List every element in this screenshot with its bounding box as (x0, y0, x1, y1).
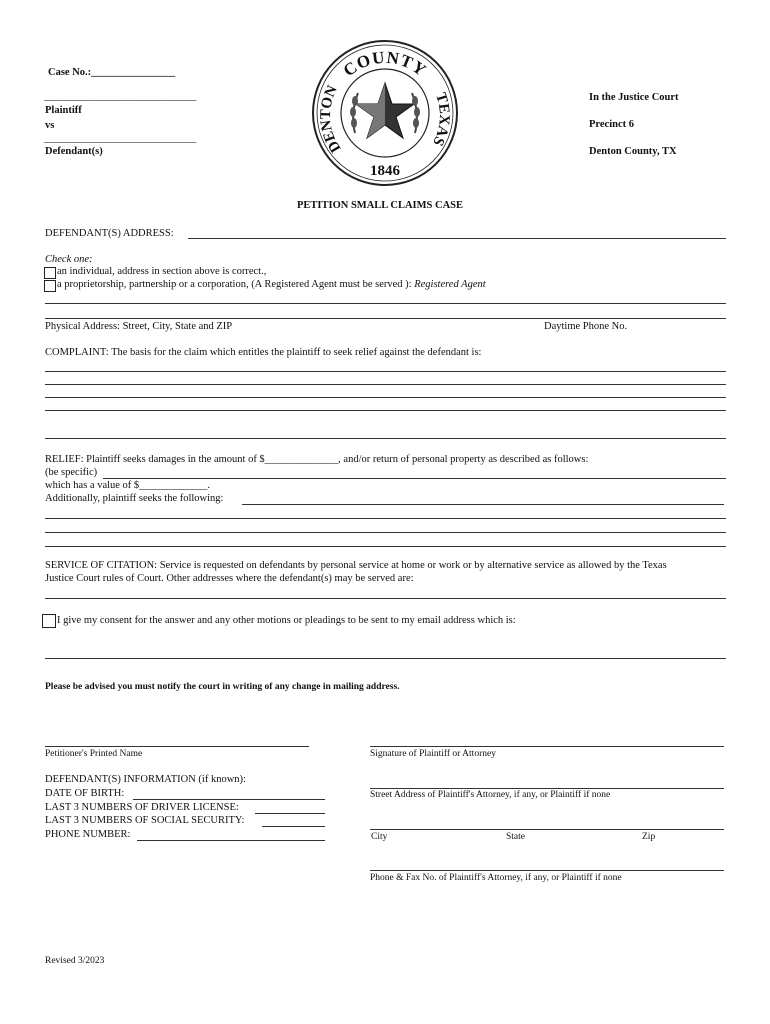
email-consent-label: I give my consent for the answer and any other motions or pleadings to be sent to my email address which is: (57, 615, 516, 626)
complaint-label: COMPLAINT: The basis for the claim which entitles the plaintiff to seek relief against the defendant is: (45, 347, 482, 358)
phone-fax-label: Phone & Fax No. of Plaintiff's Attorney, if any, or Plaintiff if none (370, 873, 622, 883)
zip-label: Zip (642, 832, 656, 842)
address-line-2[interactable] (45, 318, 726, 319)
complaint-line-4[interactable] (45, 410, 726, 411)
complaint-line-3[interactable] (45, 397, 726, 398)
ssn-field[interactable] (262, 826, 325, 827)
seal-right-text: TEXAS (429, 90, 453, 149)
complaint-line-5[interactable] (45, 438, 726, 439)
relief-specific-label: (be specific) (45, 467, 98, 478)
defendant-info-heading: DEFENDANT(S) INFORMATION (if known): (45, 774, 246, 785)
ssn-label: LAST 3 NUMBERS OF SOCIAL SECURITY: (45, 815, 245, 826)
relief-additional-label: Additionally, plaintiff seeks the following: (45, 493, 224, 504)
case-number-label: Case No.:________________ (48, 67, 176, 78)
daytime-phone-label: Daytime Phone No. (544, 321, 628, 332)
svg-text:DENTON (318, 83, 344, 155)
email-consent-checkbox[interactable] (42, 614, 56, 628)
relief-additional-field[interactable] (242, 504, 724, 505)
address-change-notice: Please be advised you must notify the court in writing of any change in mailing address. (45, 682, 400, 692)
printed-name-line[interactable] (45, 746, 309, 747)
city-state-zip-line[interactable] (370, 829, 724, 830)
dob-label: DATE OF BIRTH: (45, 788, 125, 799)
phone-fax-line[interactable] (370, 870, 724, 871)
business-option-label: a proprietorship, partnership or a corporation, (A Registered Agent must be served ): Registered Agent (57, 279, 486, 290)
state-label: State (506, 832, 525, 842)
email-address-line[interactable] (45, 658, 726, 659)
plaintiff-label: Plaintiff (45, 105, 82, 116)
individual-option-label: an individual, address in section above is correct., (57, 266, 267, 277)
printed-name-label: Petitioner's Printed Name (45, 749, 143, 759)
dob-field[interactable] (133, 799, 325, 800)
license-label: LAST 3 NUMBERS OF DRIVER LICENSE: (45, 802, 239, 813)
relief-line-2[interactable] (45, 532, 726, 533)
license-field[interactable] (255, 813, 325, 814)
seal-year: 1846 (370, 163, 400, 179)
relief-line-3[interactable] (45, 546, 726, 547)
seal-top-text: COUNTY (339, 47, 431, 81)
precinct: Precinct 6 (589, 119, 634, 130)
physical-address-label: Physical Address: Street, City, State and ZIP (45, 321, 233, 332)
complaint-line-2[interactable] (45, 384, 726, 385)
service-address-line[interactable] (45, 598, 726, 599)
plaintiff-line[interactable]: _____________________________ (44, 91, 197, 102)
signature-label: Signature of Plaintiff or Attorney (370, 749, 496, 759)
relief-value-text: which has a value of $_____________. (45, 480, 211, 491)
business-checkbox[interactable] (44, 280, 56, 292)
county-location: Denton County, TX (589, 146, 677, 157)
individual-checkbox[interactable] (44, 267, 56, 279)
defendant-label: Defendant(s) (45, 146, 103, 157)
svg-text:TEXAS (429, 91, 452, 148)
relief-specific-field[interactable] (103, 478, 726, 479)
city-label: City (371, 832, 388, 842)
defendant-address-label: DEFENDANT(S) ADDRESS: (45, 228, 174, 239)
defendant-line[interactable]: _____________________________ (44, 133, 197, 144)
phone-label: PHONE NUMBER: (45, 829, 131, 840)
county-seal (310, 38, 460, 188)
court-name: In the Justice Court (589, 92, 679, 103)
street-address-label: Street Address of Plaintiff's Attorney, if any, or Plaintiff if none (370, 790, 611, 800)
signature-line[interactable] (370, 746, 724, 747)
complaint-line-1[interactable] (45, 371, 726, 372)
revised-date: Revised 3/2023 (45, 956, 105, 966)
vs-label: vs (45, 120, 55, 131)
service-text-1: SERVICE OF CITATION: Service is requested on defendants by personal service at home or work or by alternative service as allowed by the Texas (45, 560, 667, 571)
page-title: PETITION SMALL CLAIMS CASE (297, 200, 463, 211)
phone-field[interactable] (137, 840, 325, 841)
service-text-2: Justice Court rules of Court. Other addresses where the defendant(s) may be served are: (45, 573, 414, 584)
relief-line-1[interactable] (45, 518, 726, 519)
street-address-line[interactable] (370, 788, 724, 789)
check-one-label: Check one: (45, 254, 93, 265)
relief-amount-text: RELIEF: Plaintiff seeks damages in the amount of $______________, and/or return of personal property as described as follows: (45, 454, 589, 465)
defendant-address-field[interactable] (188, 238, 726, 239)
address-line-1[interactable] (45, 303, 726, 304)
seal-left-text: DENTON (318, 83, 345, 156)
